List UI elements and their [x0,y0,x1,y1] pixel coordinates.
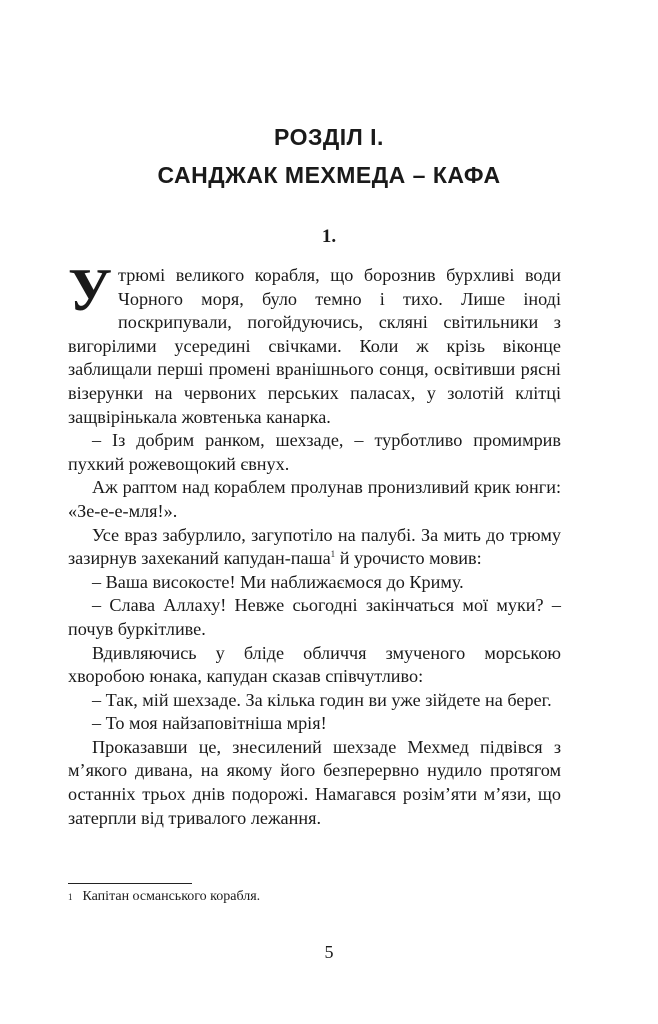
paragraph-10: Проказавши це, знесилений шехзаде Мехмед підвівся з м’якого дивана, на якому його безперервно нудило протягом останніх трьох днів подорожі. Намагався розім’яти м’язи, що затерпли від тривалого лежання. [68,736,561,828]
footnote-text: Капітан османського корабля. [82,889,261,904]
paragraph-2: – Із добрим ранком, шехзаде, – турботливо промимрив пухкий рожевощокий євнух. [68,430,561,474]
footnote [68,888,561,906]
chapter-title-line-1: РОЗДІЛ І. [274,124,384,150]
paragraph-4-text-a: Усе враз забурлило, загупотіло на палубі. За мить до трюму зазирнув захеканий капудан-паша [68,524,561,569]
body-text [68,257,561,830]
chapter-title-line-2: САНДЖАК МЕХМЕДА – КАФА [157,162,501,188]
footnote-reference[interactable]: 1 [330,549,336,560]
drop-cap: У [68,257,113,323]
paragraph-6: – Слава Аллаху! Невже сьогодні закінчаться мої муки? – почув буркітливе. [68,595,561,639]
paragraph-8: – Так, мій шехзаде. За кілька годин ви уже зійдете на берег. [92,689,552,710]
footnote-divider [68,883,192,884]
paragraph-3: Аж раптом над кораблем пролунав пронизливий крик юнги: «Зе-е-е-мля!». [68,477,561,521]
paragraph-5: – Ваша високосте! Ми наближаємося до Криму. [92,571,464,592]
paragraph-1-text: трюмі великого корабля, що борознив бурхливі води Чорного моря, було темно і тихо. Лише іноді поскрипували, погойдуючись, скляні світильники з вигорілими усередині свічками. Коли ж крізь віконце заблищали перші промені вранішнього сонця, освітивши рясні візерунки на червоних перських паласах, у золотій клітці защвірінькала жовтенька канарка. [68,265,561,427]
paragraph-1 [68,257,561,429]
footnote-mark: 1 [68,892,73,902]
paragraph-4 [68,524,561,571]
paragraph-4-text-b: й урочисто мовив: [335,548,482,569]
page-number: 5 [324,942,334,962]
section-number: 1. [321,226,337,247]
paragraph-7: Вдивляючись у бліде обличчя змученого морською хворобою юнака, капудан сказав співчутливо: [68,642,561,687]
paragraph-9: – То моя найзаповітніша мрія! [92,713,327,734]
